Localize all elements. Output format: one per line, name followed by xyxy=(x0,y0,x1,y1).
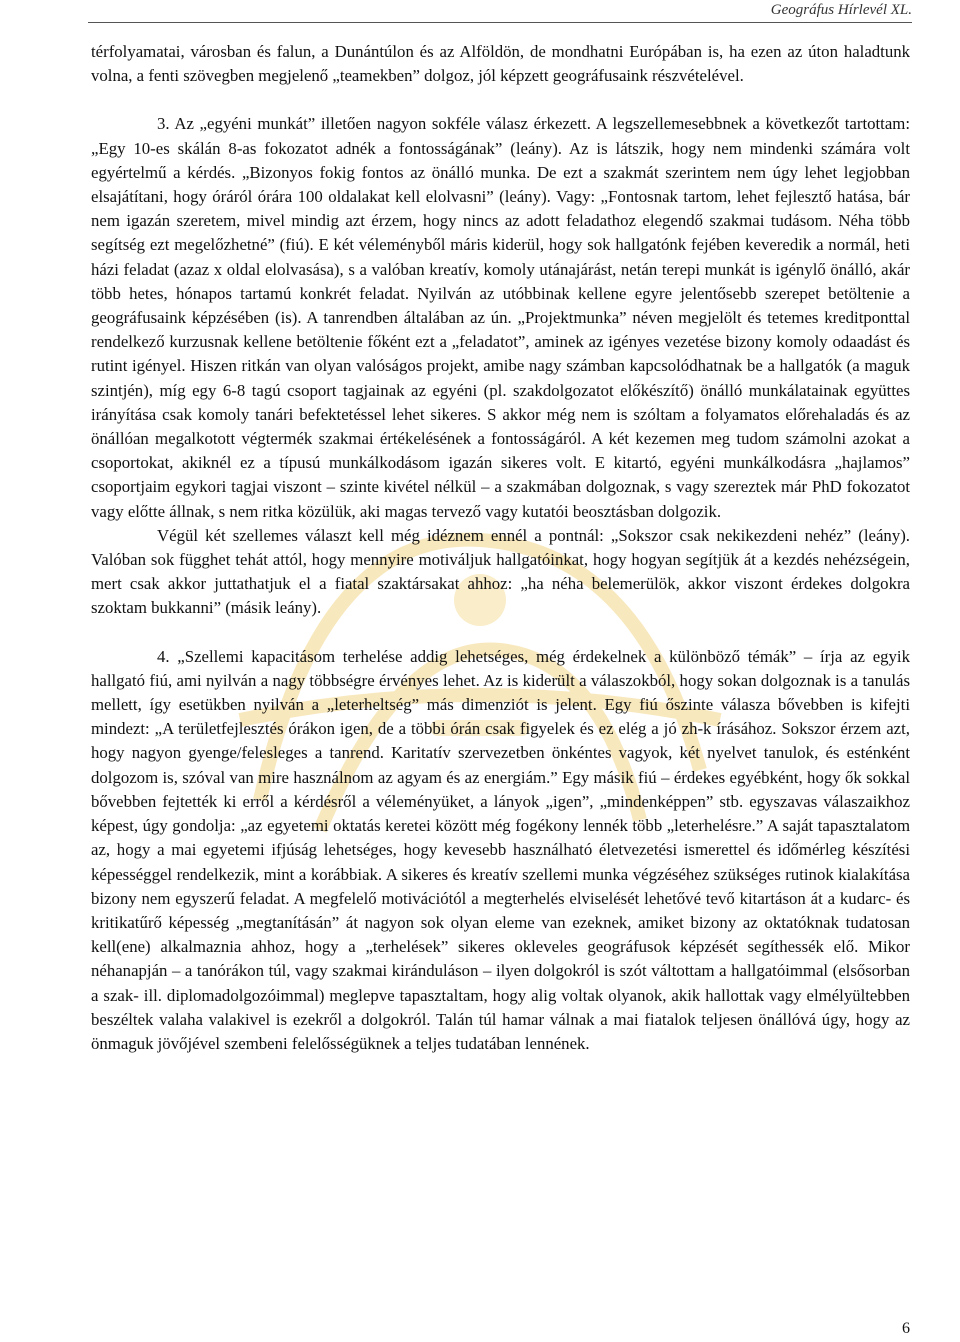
paragraph-4: 4. „Szellemi kapacitásom terhelése addig lehetséges, még érdekelnek a különböző témák” – írja az egyik hallgató fiú, ami nyilván a nagy többségre érvényes lehet. Az is kiderült a válaszokból, hogy sokan dolgoznak is a tanulás mellett, így esetükben nyilván a „leterheltség” más dimenziót is jelent. Egy fiú őszinte válasza bővebben is kifejti mindezt: „A területfejlesztés órákon igen, de a többi órán csak figyelek és ez elég a jó zh-k írásához. Sokszor érzem azt, hogy nagyon gyenge/felesleges a tanrend. Karitatív szervezetben önkéntes vagyok, két nyelvet tanulok, és esténként dolgozom is, szóval van mire használnom az agyam és az energiám.” Egy másik fiú – érdekes egyébként, hogy ők sokkal bővebben fejtették ki erről a kérdésről a véleményüket, a lányok „igen”, „mindenképpen” stb. egyszavas válaszaikhoz képest, úgy gondolja: „az egyetemi oktatás keretei között még fogékony lennék több „leterhelésre.” A saját tapasztalatom az, hogy a mai egyetemi ifjúság lehetséges, hogy kevesebb használható életvezetési ismerettel és időmérleg készítési képességgel rendelkezik, mint a korábbiak. A sikeres és kreatív szellemi munka végzéséhez szükséges rutinok kialakítása bizony nem egyszerű feladat. A megfelelő motivációtól a megterhelés elviselését lehetővé tevő kitartáson át a kudarc- és kritikatűrő képesség „megtanításán” át nagyon sok olyan eleme van ezeknek, amiket bizony az oktatóknak tudatosan kell(ene) alkalmaznia ahhoz, hogy a „terhelések” sikeres okleveles geográfusok képzését segíthessék elő. Mikor néhanapján – a tanórákon túl, vagy szakmai kiránduláson – ilyen dolgokról is szót váltottam a hallgatóimmal (elsősorban a szak- ill. diplomadolgozóimmal) meglepve tapasztaltam, hogy alig voltak olyanok, akik hallottak vagy elmélyültebben beszéltek valaha valakivel is ezekről a dolgokról. Talán túl hamar válnak a mai fiatalok teljesen önállóvá úgy, hogy az önmaguk jövőjével szembeni felelősségüknek a teljes tudatában lennének. xyxy=(91,646,910,1053)
page-number: 6 xyxy=(902,1320,910,1337)
paragraph-2: 3. Az „egyéni munkát” illetően nagyon sokféle válasz érkezett. A legszellemesebbnek a következőt tartottam: „Egy 10-es skálán 8-as fokozatot adnék a fontosságának” (leány). Az is látszik, hogy nem mindenki számára volt egyértelmű a kérdés. „Bizonyos fokig fontos az önálló munka. De ezt a szakmát szerintem nem úgy lehet legjobban elsajátítani, hogy óráról órára 100 oldalakat kell elolvasni” (leány). Vagy: „Fontosnak tartom, lehet fejlesztő hatása, bár nem igazán szeretem, mivel mindig azt érzem, hogy nincs az adott feladathoz elegendő szakmai tudásom. Néha több segítség ezt megelőzhetné” (fiú). E két véleményből máris kiderül, hogy sok hallgatónk fejében keveredik a normál, heti házi feladat (azaz x oldal elolvasása), s a valóban kreatív, komoly utánajárást, netán terepi munkát is igénylő önálló, akár több hetes, hónapos tartamú konkrét feladat. Nyilván az utóbbinak kellene egyre jelentősebb szerepet betöltenie a geográfusaink képzésében (is). A tanrendben általában az ún. „Projektmunka” néven megjelölt és tetemes kreditponttal rendelkező kurzusnak kellene betöltenie főként ezt a „feladatot”, aminek az igényes vezetése bizony komoly odaadást és rutint igényel. Hiszen ritkán van olyan valóságos projekt, amibe nagy számban kapcsolódhatnak be a hallgatók (a maguk szintjén), míg egy 6-8 tagú csoport tagjainak az egyéni (pl. szakdolgozatot előkészítő) önálló munkálatainak együttes irányítása csak komoly tanári befektetéssel lehet sikeres. S akkor még nem is szóltam a folyamatos előrehaladás és az önállóan megalkotott végtermék szakmai értékelésének a fontosságáról. A két kezemen meg tudom számolni azokat a csoportokat, akiknél ez a típusú munkálkodásom igazán sikeres volt. E kitartó, egyéni munkálkodásra „hajlamos” csoportjaim egykori tagjai viszont – szinte kivétel nélkül – a szakmában dolgoznak, s vagy szereztek már PhD fokozatot vagy előtte állnak, s nem ritka közülük, aki magas tervező vagy kutatói beosztásban dolgozik. xyxy=(91,114,910,521)
article-body xyxy=(91,40,910,1056)
paragraph-1: térfolyamatai, városban és falun, a Dunántúlon és az Alföldön, de mondhatni Európában is, ha ezen az úton haladtunk volna, a fenti szövegben megjelenő „teamekben” dolgoz, jól képzett geográfusaink részvételével. xyxy=(91,42,910,86)
header-title: Geográfus Hírlevél XL. xyxy=(770,2,912,18)
running-header xyxy=(88,0,912,23)
paragraph-3: Végül két szellemes választ kell még idéznem ennél a pontnál: „Sokszor csak nekikezdeni nehéz” (leány). Valóban sok függhet tehát attól, hogy mennyire motiváljuk hallgatóinkat, hogy hogyan segítjük át a kezdés nehézségein, mert csak akkor juttathatjuk el a fiatal szaktársakat ahhoz: „ha néha belemerülök, akkor viszont érdekes dolgokra szoktam bukkanni” (másik leány). xyxy=(91,525,910,618)
